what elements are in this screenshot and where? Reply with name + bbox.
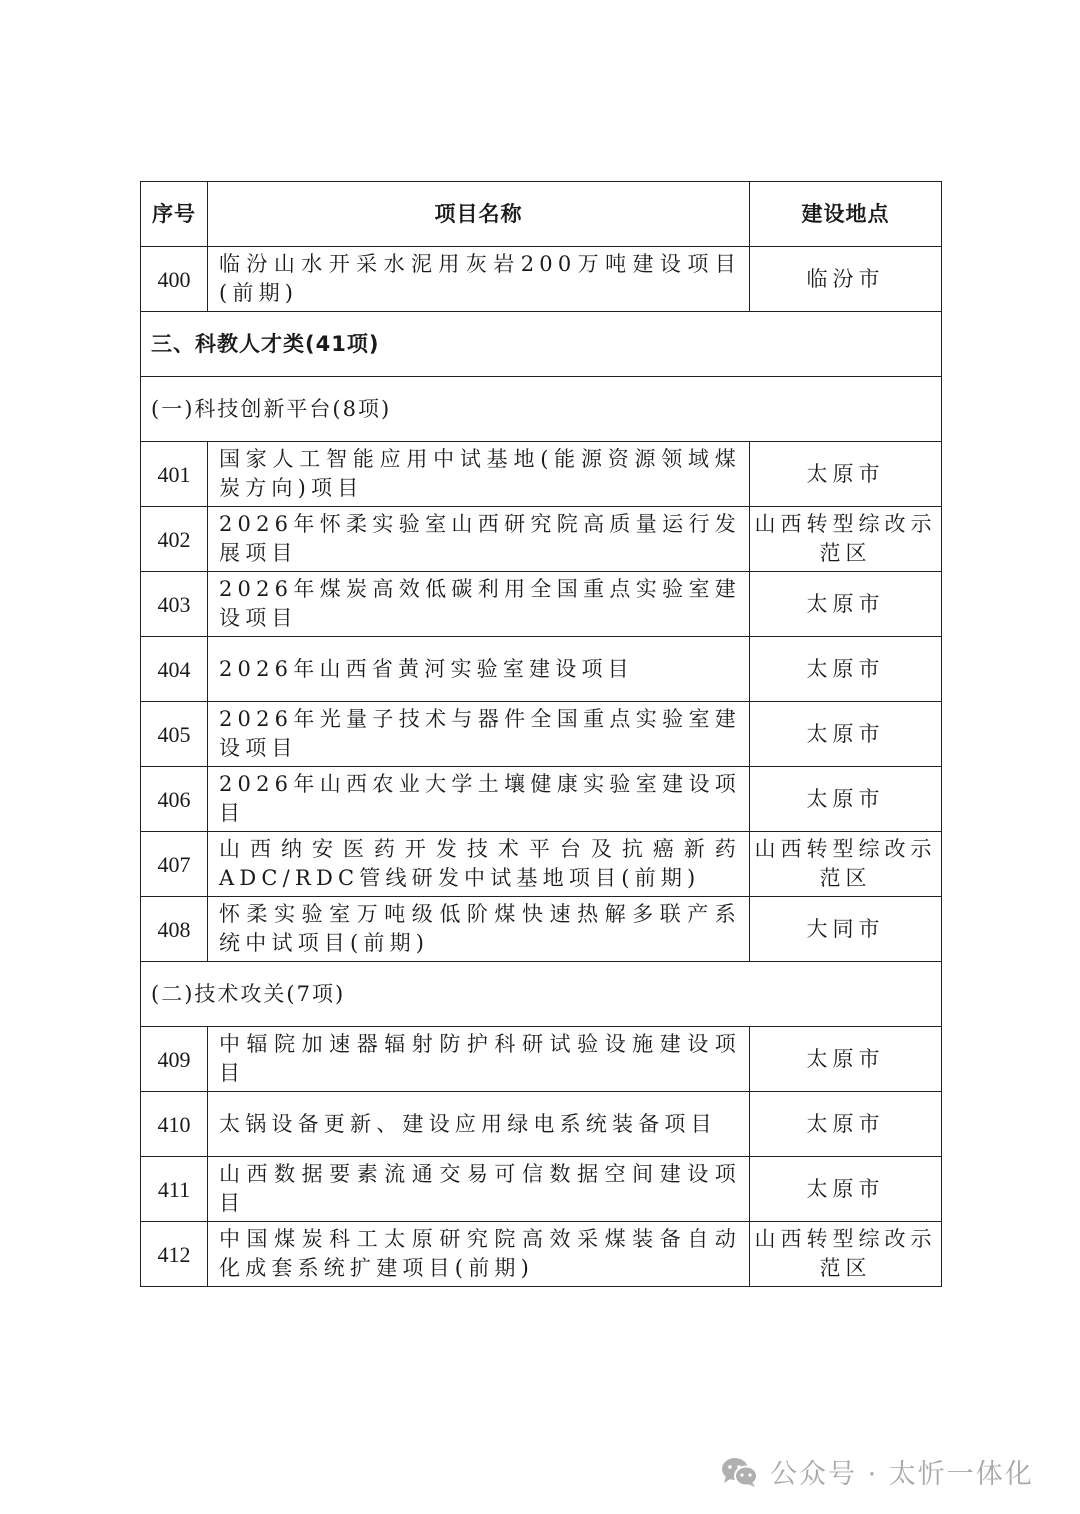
table-header-row <box>141 182 942 247</box>
serial-number: 404 <box>141 637 208 702</box>
header-project-name: 项目名称 <box>208 182 750 247</box>
location: 太原市 <box>750 702 942 767</box>
project-name: 山西数据要素流通交易可信数据空间建设项目 <box>208 1157 750 1222</box>
location: 山西转型综改示范区 <box>750 832 942 897</box>
location: 山西转型综改示范区 <box>750 507 942 572</box>
table-row <box>141 1157 942 1222</box>
serial-number: 407 <box>141 832 208 897</box>
wechat-icon <box>720 1456 760 1488</box>
serial-number: 401 <box>141 442 208 507</box>
table-row <box>141 702 942 767</box>
project-name: 太锅设备更新、建设应用绿电系统装备项目 <box>208 1092 750 1157</box>
table-row <box>141 832 942 897</box>
serial-number: 400 <box>141 247 208 312</box>
location: 山西转型综改示范区 <box>750 1222 942 1287</box>
serial-number: 408 <box>141 897 208 962</box>
watermark-text: 公众号 · 太忻一体化 <box>770 1459 1034 1490</box>
serial-number: 411 <box>141 1157 208 1222</box>
category-row <box>141 312 942 377</box>
table-row <box>141 1092 942 1157</box>
category-heading: 三、科教人才类(41项) <box>141 312 942 377</box>
location: 太原市 <box>750 1092 942 1157</box>
table-row <box>141 247 942 312</box>
project-name: 中辐院加速器辐射防护科研试验设施建设项目 <box>208 1027 750 1092</box>
project-name: 中国煤炭科工太原研究院高效采煤装备自动化成套系统扩建项目(前期) <box>208 1222 750 1287</box>
location: 太原市 <box>750 442 942 507</box>
location: 太原市 <box>750 1027 942 1092</box>
table-row <box>141 1222 942 1287</box>
location: 临汾市 <box>750 247 942 312</box>
header-location: 建设地点 <box>750 182 942 247</box>
table-row <box>141 572 942 637</box>
project-name: 山西纳安医药开发技术平台及抗癌新药ADC/RDC管线研发中试基地项目(前期) <box>208 832 750 897</box>
project-name: 怀柔实验室万吨级低阶煤快速热解多联产系统中试项目(前期) <box>208 897 750 962</box>
location: 大同市 <box>750 897 942 962</box>
location: 太原市 <box>750 637 942 702</box>
subcategory-row <box>141 377 942 442</box>
table-row <box>141 637 942 702</box>
serial-number: 410 <box>141 1092 208 1157</box>
subcategory-heading: (一)科技创新平台(8项) <box>141 377 942 442</box>
serial-number: 412 <box>141 1222 208 1287</box>
location: 太原市 <box>750 1157 942 1222</box>
project-name: 国家人工智能应用中试基地(能源资源领域煤炭方向)项目 <box>208 442 750 507</box>
serial-number: 403 <box>141 572 208 637</box>
table-row <box>141 897 942 962</box>
table-row <box>141 507 942 572</box>
table-row <box>141 442 942 507</box>
project-name: 2026年光量子技术与器件全国重点实验室建设项目 <box>208 702 750 767</box>
serial-number: 406 <box>141 767 208 832</box>
project-name: 临汾山水开采水泥用灰岩200万吨建设项目(前期) <box>208 247 750 312</box>
project-name: 2026年煤炭高效低碳利用全国重点实验室建设项目 <box>208 572 750 637</box>
subcategory-heading: (二)技术攻关(7项) <box>141 962 942 1027</box>
watermark <box>720 1452 1034 1491</box>
table-row <box>141 767 942 832</box>
subcategory-row <box>141 962 942 1027</box>
project-name: 2026年山西省黄河实验室建设项目 <box>208 637 750 702</box>
serial-number: 402 <box>141 507 208 572</box>
location: 太原市 <box>750 767 942 832</box>
table-row <box>141 1027 942 1092</box>
header-serial: 序号 <box>141 182 208 247</box>
serial-number: 409 <box>141 1027 208 1092</box>
location: 太原市 <box>750 572 942 637</box>
project-name: 2026年怀柔实验室山西研究院高质量运行发展项目 <box>208 507 750 572</box>
project-table <box>140 181 942 1287</box>
serial-number: 405 <box>141 702 208 767</box>
project-name: 2026年山西农业大学土壤健康实验室建设项目 <box>208 767 750 832</box>
